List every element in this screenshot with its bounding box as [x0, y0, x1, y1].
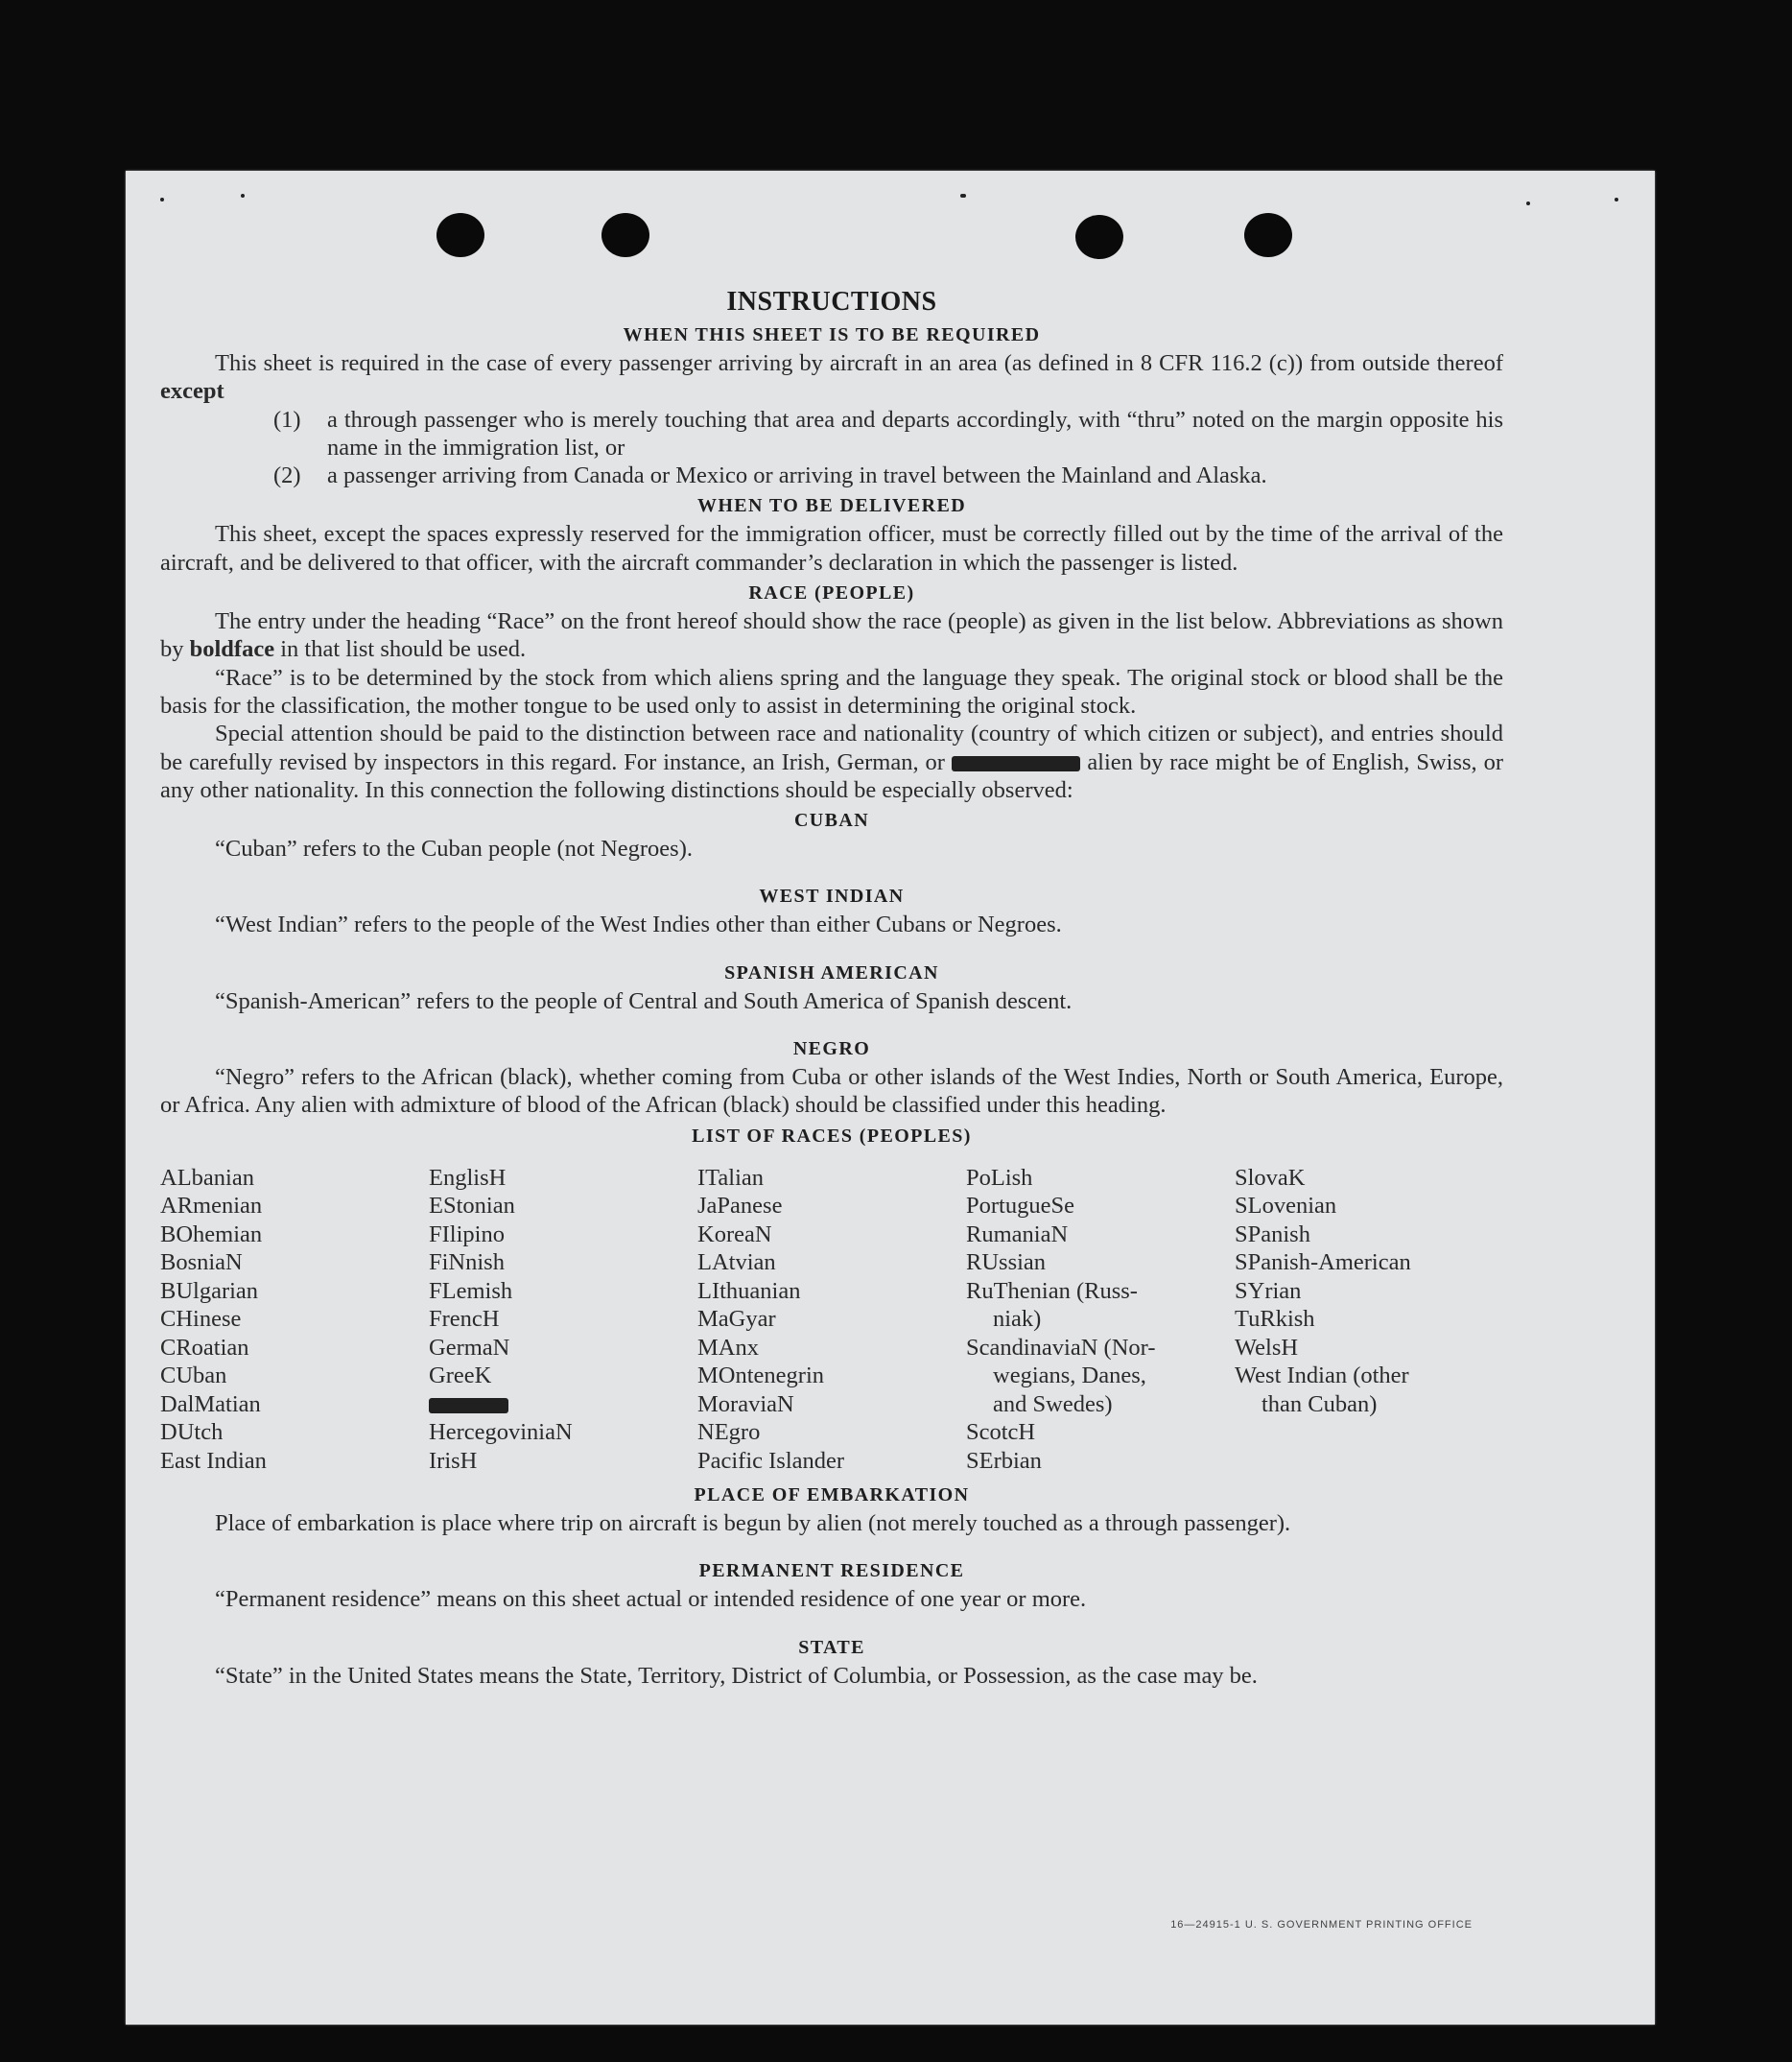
- race-entry: WelsH: [1235, 1334, 1299, 1361]
- section-heading-list-of-races: LIST OF RACES (PEOPLES): [692, 1125, 972, 1147]
- race-entry: PortugueSe: [966, 1193, 1074, 1220]
- race-paragraph-2: “Race” is to be determined by the stock from which aliens spring and the language they speak. The original stock or blood shall be the basis for the classification, the mother tongue to be used only to assist in determining the original stock.: [160, 664, 1503, 719]
- spanish-american-text: “Spanish-American” refers to the people of Central and South America of Spanish descent.: [215, 987, 1073, 1014]
- speck: [1615, 198, 1618, 201]
- race-entry: FiNnish: [429, 1249, 505, 1276]
- race-entry: SErbian: [966, 1447, 1042, 1474]
- races-column: [429, 1164, 697, 1476]
- races-column: [966, 1164, 1235, 1476]
- race-entry: MAnx: [697, 1334, 759, 1361]
- race-paragraph-3: Special attention should be paid to the distinction between race and nationality (country of which citizen or subject), and entries should be carefully revised by inspectors in this regard. For instance, an Irish, German, or alien by race might be of English, Swiss, or any other nationality. In this connection the following distinctions should be especially observed:: [160, 721, 1503, 803]
- race-entry: Pacific Islander: [697, 1447, 845, 1474]
- section-heading-negro: NEGRO: [792, 1038, 871, 1060]
- required-item: (2) a passenger arriving from Canada or Mexico or arriving in travel between the Mainland and Alaska.: [273, 462, 1267, 489]
- race-entry: FrencH: [429, 1306, 500, 1333]
- race-entry: SLovenian: [1235, 1193, 1337, 1220]
- race-entry: LAtvian: [697, 1249, 776, 1276]
- races-list: [160, 1164, 1503, 1476]
- race-entry: EStonian: [429, 1193, 515, 1220]
- delivered-text: This sheet, except the spaces expressly reserved for the immigration officer, must be correctly filled out by the time of the arrival of the aircraft, and be delivered to that officer, with the aircraft commander’s declaration in which the passenger is listed.: [160, 521, 1503, 576]
- race-entry: HercegoviniaN: [429, 1419, 573, 1446]
- required-item: (1) a through passenger who is merely touching that area and departs accordingly, with “thru” noted on the margin opposite his name in the immigration list, or: [273, 406, 1503, 461]
- race-entry: EnglisH: [429, 1164, 507, 1191]
- residence-text: “Permanent residence” means on this sheet actual or intended residence of one year or more.: [215, 1586, 1087, 1613]
- race-entry: MOntenegrin: [697, 1363, 824, 1389]
- speck: [160, 198, 164, 201]
- race-entry: ARmenian: [160, 1193, 263, 1220]
- instructions-content: [160, 286, 1503, 1690]
- race-entry: FIlipino: [429, 1221, 505, 1247]
- race-entry: NEgro: [697, 1419, 761, 1446]
- race-entry: BOhemian: [160, 1221, 263, 1247]
- race-entry: SYrian: [1235, 1277, 1302, 1304]
- races-column: [1235, 1164, 1503, 1476]
- form-sheet: [126, 171, 1655, 2025]
- section-heading-spanish-american: SPANISH AMERICAN: [724, 961, 939, 984]
- punch-hole: [1244, 213, 1292, 257]
- punch-hole: [601, 213, 649, 257]
- page-title: INSTRUCTIONS: [726, 287, 937, 317]
- race-entry: MoraviaN: [697, 1390, 794, 1417]
- race-entry: KoreaN: [697, 1221, 772, 1247]
- race-entry: BUlgarian: [160, 1277, 259, 1304]
- speck: [1526, 201, 1530, 205]
- race-entry: RUssian: [966, 1249, 1047, 1276]
- speck: [241, 194, 245, 198]
- section-heading-west-indian: WEST INDIAN: [759, 886, 905, 908]
- race-entry: BosniaN: [160, 1249, 243, 1276]
- race-entry: than Cuban): [1261, 1390, 1378, 1417]
- race-entry: niak): [993, 1306, 1042, 1333]
- races-column: [697, 1164, 966, 1476]
- west-indian-text: “West Indian” refers to the people of the West Indies other than either Cubans or Negroes.: [215, 912, 1062, 938]
- race-entry: East Indian: [160, 1447, 267, 1474]
- redacted-word: [952, 756, 1081, 771]
- race-entry: SlovaK: [1235, 1164, 1306, 1191]
- section-heading-required: WHEN THIS SHEET IS TO BE REQUIRED: [623, 324, 1041, 345]
- punch-hole: [436, 213, 484, 257]
- punch-hole: [1075, 215, 1123, 259]
- speck: [962, 194, 966, 198]
- race-entry: ScotcH: [966, 1419, 1036, 1446]
- race-entry: SPanish-American: [1235, 1249, 1411, 1276]
- race-entry: West Indian (other: [1235, 1363, 1409, 1389]
- race-entry: wegians, Danes,: [993, 1363, 1146, 1389]
- race-entry: DUtch: [160, 1419, 224, 1446]
- race-entry: IrisH: [429, 1447, 478, 1474]
- section-heading-delivered: WHEN TO BE DELIVERED: [696, 495, 967, 517]
- race-entry: and Swedes): [993, 1390, 1113, 1417]
- required-intro: This sheet is required in the case of every passenger arriving by aircraft in an area (as defined in 8 CFR 116.2 (c)) from outside thereof except: [160, 350, 1503, 405]
- printer-footer: 16—24915-1 U. S. GOVERNMENT PRINTING OFFICE: [1170, 1919, 1473, 1931]
- race-entry: CHinese: [160, 1306, 242, 1333]
- cuban-text: “Cuban” refers to the Cuban people (not Negroes).: [215, 836, 693, 863]
- race-entry: RuThenian (Russ-: [966, 1277, 1138, 1304]
- state-text: “State” in the United States means the State, Territory, District of Columbia, or Possession, as the case may be.: [215, 1662, 1258, 1689]
- section-heading-residence: PERMANENT RESIDENCE: [698, 1560, 965, 1582]
- race-entry: PoLish: [966, 1164, 1033, 1191]
- embarkation-text: Place of embarkation is place where trip on aircraft is begun by alien (not merely touched as a through passenger).: [215, 1510, 1291, 1537]
- race-entry: CUban: [160, 1363, 227, 1389]
- race-entry-redacted: [429, 1390, 697, 1419]
- race-entry: GermaN: [429, 1334, 510, 1361]
- section-heading-race: RACE (PEOPLE): [748, 582, 915, 604]
- race-entry: TuRkish: [1235, 1306, 1315, 1333]
- negro-text: “Negro” refers to the African (black), whether coming from Cuba or other islands of the West Indies, North or South America, Europe, or Africa. Any alien with admixture of blood of the African (black) should be classified under this heading.: [160, 1064, 1503, 1119]
- race-entry: LIthuanian: [697, 1277, 801, 1304]
- race-entry: RumaniaN: [966, 1221, 1069, 1247]
- race-entry: CRoatian: [160, 1334, 249, 1361]
- race-entry: ScandinaviaN (Nor-: [966, 1334, 1156, 1361]
- races-column: [160, 1164, 429, 1476]
- race-entry: DalMatian: [160, 1390, 261, 1417]
- race-entry: MaGyar: [697, 1306, 776, 1333]
- section-heading-cuban: CUBAN: [793, 810, 870, 832]
- race-entry: GreeK: [429, 1363, 492, 1389]
- race-paragraph-1: The entry under the heading “Race” on the front hereof should show the race (people) as given in the list below. Abbreviations as shown by boldface in that list should be used.: [160, 608, 1503, 663]
- section-heading-embarkation: PLACE OF EMBARKATION: [694, 1484, 970, 1506]
- race-entry: SPanish: [1235, 1221, 1310, 1247]
- section-heading-state: STATE: [798, 1636, 865, 1658]
- race-entry: FLemish: [429, 1277, 513, 1304]
- race-entry: ITalian: [697, 1164, 765, 1191]
- race-entry: JaPanese: [697, 1193, 783, 1220]
- race-entry: ALbanian: [160, 1164, 254, 1191]
